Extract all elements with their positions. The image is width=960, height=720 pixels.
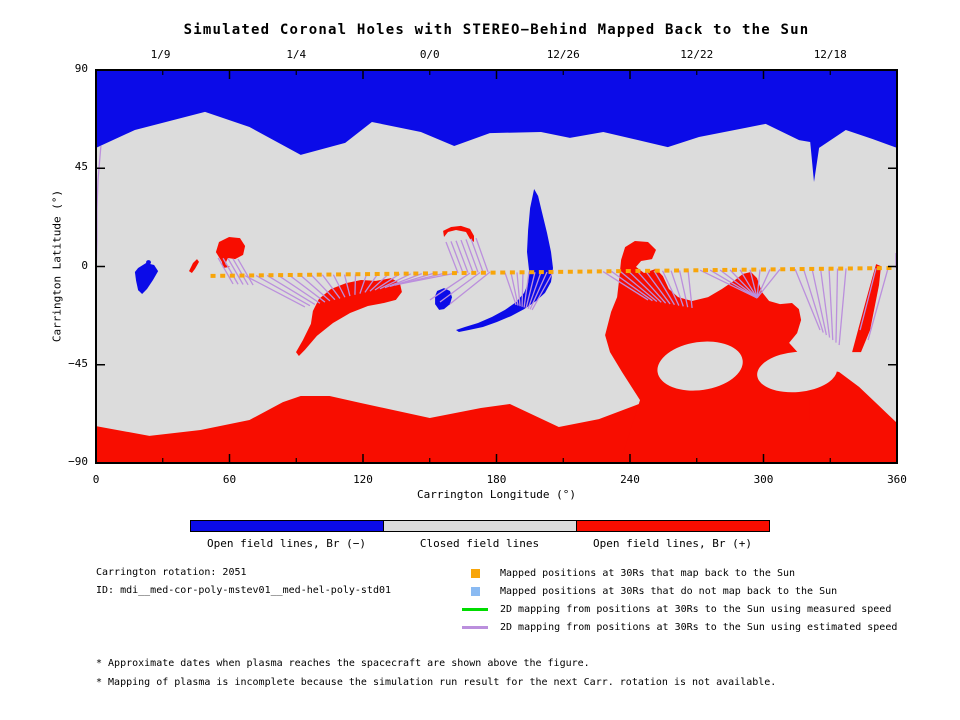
top-axis-date-label: 1/4 xyxy=(286,48,307,61)
legend-label: Mapped positions at 30Rs that map back to the Sun xyxy=(500,567,796,579)
mapped-position-marker xyxy=(674,268,679,272)
x-tick-label: 240 xyxy=(620,473,640,486)
mapped-position-marker xyxy=(780,267,785,271)
mapped-position-marker xyxy=(558,270,563,274)
colorbar-swatch-open-negative xyxy=(190,520,384,532)
legend-item-mapped-ok xyxy=(460,564,897,582)
top-axis-date-label: 12/22 xyxy=(680,48,714,61)
mapped-position-marker xyxy=(220,274,225,278)
estimated-speed-line-icon xyxy=(462,626,488,629)
mapped-position-marker xyxy=(838,267,843,271)
mapped-position-marker xyxy=(809,267,814,271)
colorbar-segment-closed xyxy=(383,520,576,550)
legend-item-measured-speed xyxy=(460,600,897,618)
y-tick-label: −45 xyxy=(68,356,88,370)
mapped-position-marker xyxy=(510,270,515,274)
mapped-position-marker xyxy=(529,270,534,274)
mapped-position-marker xyxy=(616,269,621,273)
mapped-position-marker xyxy=(877,266,882,270)
mapped-position-marker xyxy=(761,267,766,271)
mapped-position-marker xyxy=(713,268,718,272)
mapped-position-marker xyxy=(568,270,573,274)
x-tick-label: 60 xyxy=(222,473,237,486)
mapped-position-marker xyxy=(819,267,824,271)
mapped-position-marker xyxy=(684,268,689,272)
mapped-position-marker xyxy=(433,271,438,275)
mapped-position-marker xyxy=(278,273,283,277)
footnote-2: * Mapping of plasma is incomplete because the simulation run result for the next Carr. rotation is not available. xyxy=(96,677,777,688)
mapped-position-marker xyxy=(549,270,554,274)
mapped-position-marker xyxy=(394,272,399,276)
colorbar-label-open-negative: Open field lines, Br (−) xyxy=(207,537,366,550)
colorbar-swatch-open-positive xyxy=(576,520,770,532)
mapped-position-marker xyxy=(259,273,264,277)
mapped-position-marker xyxy=(336,272,341,276)
mapped-position-marker xyxy=(606,269,611,273)
colorbar-segment-open-positive xyxy=(576,520,769,550)
mapped-position-marker xyxy=(355,272,360,276)
top-axis-date-label: 12/18 xyxy=(813,48,847,61)
mapped-position-marker xyxy=(790,267,795,271)
mapped-position-marker xyxy=(771,267,776,271)
mapped-position-marker xyxy=(413,272,418,276)
mapped-position-marker xyxy=(326,273,331,277)
footnote-1: * Approximate dates when plasma reaches the spacecraft are shown above the figure. xyxy=(96,658,590,669)
mapped-position-marker xyxy=(867,266,872,270)
mapped-position-marker xyxy=(751,268,756,272)
figure-title: Simulated Coronal Holes with STEREO−Behind Mapped Back to the Sun xyxy=(183,22,810,38)
mapped-position-marker xyxy=(645,269,650,273)
measured-speed-line-icon xyxy=(462,608,488,611)
run-id-text: ID: mdi__med-cor-poly-mstev01__med-hel-poly-std01 xyxy=(96,585,392,596)
mapped-position-marker xyxy=(732,268,737,272)
footnotes xyxy=(96,654,776,692)
top-axis-date-label: 12/26 xyxy=(546,48,580,61)
legend-label: Mapped positions at 30Rs that do not map back to the Sun xyxy=(500,585,838,597)
y-tick-label: 45 xyxy=(74,160,88,174)
mapped-position-marker xyxy=(384,272,389,276)
mapped-position-marker xyxy=(664,269,669,273)
mapped-position-marker xyxy=(249,273,254,277)
mapped-position-marker xyxy=(500,271,505,275)
mapped-position-marker xyxy=(800,267,805,271)
mapped-position-marker xyxy=(365,272,370,276)
mapped-position-marker xyxy=(404,272,409,276)
mapped-position-marker xyxy=(491,271,496,275)
colorbar xyxy=(190,520,769,550)
colorbar-swatch-closed xyxy=(383,520,577,532)
mapped-position-marker xyxy=(346,272,351,276)
x-tick-label: 300 xyxy=(753,473,774,486)
mapped-position-marker xyxy=(317,273,322,277)
top-axis-date-label: 1/9 xyxy=(150,48,171,61)
mapped-position-marker xyxy=(597,269,602,273)
carrington-rotation-text: Carrington rotation: 2051 xyxy=(96,567,247,578)
mapped-position-marker xyxy=(288,273,293,277)
y-tick-label: 0 xyxy=(81,258,88,272)
mapped-position-marker xyxy=(375,272,380,276)
mapped-position-marker xyxy=(742,268,747,272)
coronal-hole-map xyxy=(95,69,898,464)
mapped-position-marker xyxy=(626,269,631,273)
mapped-position-marker xyxy=(703,268,708,272)
map-svg xyxy=(95,69,898,464)
mapped-position-marker xyxy=(539,270,544,274)
top-axis-date-label: 0/0 xyxy=(419,48,440,61)
x-tick-label: 120 xyxy=(353,473,373,486)
run-metadata xyxy=(96,564,391,600)
mapped-position-marker xyxy=(452,271,457,275)
mapped-position-marker xyxy=(211,274,216,278)
mapped-position-marker xyxy=(230,274,235,278)
mapped-position-marker xyxy=(829,267,834,271)
mapped-ok-marker-icon xyxy=(471,569,480,578)
legend-label: 2D mapping from positions at 30Rs to the Sun using measured speed xyxy=(500,603,892,615)
legend-item-estimated-speed xyxy=(460,618,897,636)
mapped-position-marker xyxy=(462,271,467,275)
mapped-position-marker xyxy=(297,273,302,277)
mapped-position-marker xyxy=(268,273,273,277)
mapped-position-marker xyxy=(858,266,863,270)
mapped-position-marker xyxy=(848,266,853,270)
legend xyxy=(460,564,897,636)
mapped-position-marker xyxy=(635,269,640,273)
y-axis-title: Carrington Latitude (°) xyxy=(50,189,64,343)
mapped-position-marker xyxy=(655,269,660,273)
colorbar-segment-open-negative xyxy=(190,520,383,550)
legend-label: 2D mapping from positions at 30Rs to the Sun using estimated speed xyxy=(500,621,898,633)
y-tick-label: 90 xyxy=(74,62,88,75)
colorbar-label-closed: Closed field lines xyxy=(419,537,540,550)
mapped-position-marker xyxy=(423,271,428,275)
mapped-position-marker xyxy=(520,270,525,274)
negative-dot xyxy=(146,260,151,264)
mapped-position-marker xyxy=(240,274,245,278)
mapped-position-marker xyxy=(471,271,476,275)
legend-item-mapped-fail xyxy=(460,582,897,600)
mapped-position-marker xyxy=(307,273,312,277)
mapped-position-marker xyxy=(442,271,447,275)
mapped-fail-marker-icon xyxy=(471,587,480,596)
x-axis-title: Carrington Longitude (°) xyxy=(417,488,576,501)
mapped-position-marker xyxy=(577,270,582,274)
x-tick-label: 180 xyxy=(486,473,507,486)
mapped-position-marker xyxy=(693,268,698,272)
mapped-position-marker xyxy=(587,270,592,274)
colorbar-label-open-positive: Open field lines, Br (+) xyxy=(593,537,752,550)
mapping-line-group-2 xyxy=(355,274,356,294)
x-tick-label: 360 xyxy=(887,473,907,486)
mapped-position-marker xyxy=(722,268,727,272)
mapped-position-marker xyxy=(481,271,486,275)
y-tick-label: −90 xyxy=(68,455,88,468)
x-tick-label: 0 xyxy=(92,473,100,486)
mapping-line-group-5 xyxy=(522,272,523,306)
